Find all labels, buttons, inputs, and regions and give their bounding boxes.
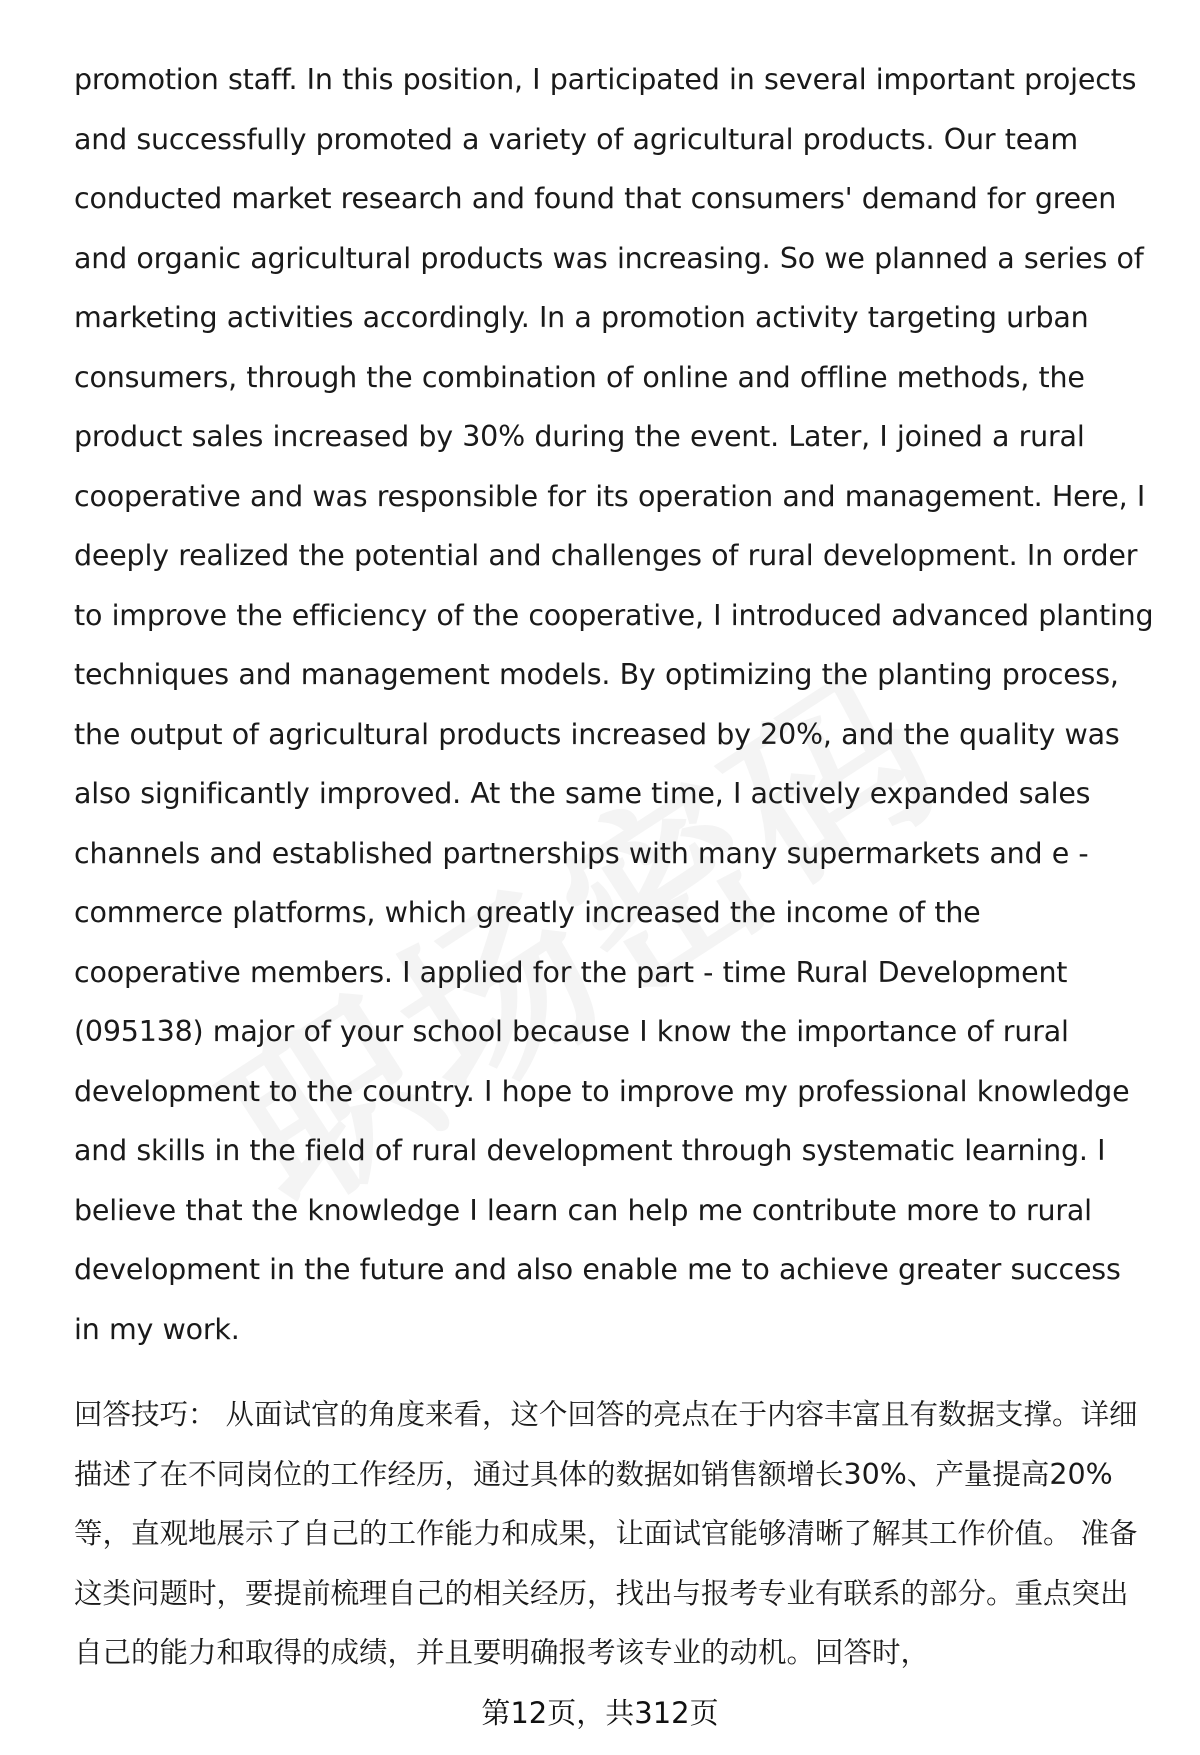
page-content — [74, 50, 1154, 1683]
page-number-footer: 第12页，共312页 — [481, 1696, 719, 1730]
answer-tips-paragraph: 回答技巧： 从面试官的角度来看，这个回答的亮点在于内容丰富且有数据支撑。详细描述了在不同岗位的工作经历，通过具体的数据如销售额增长30%、产量提高20%等，直观地展示了自己的工作能力和成果，让面试官能够清晰了解其工作价值。 准备这类问题时，要提前梳理自己的相关经历，找出与报考专业有联系的部分。重点突出自己的能力和取得的成绩，并且要明确报考该专业的动机。回答时， — [74, 1398, 1138, 1669]
answer-paragraph: promotion staff. In this position, I participated in several important projects and successfully promoted a variety of agricultural products. Our team conducted market research and found that consumers' demand for green and organic agricultural products was increasing. So we planned a series of marketing activities accordingly. In a promotion activity targeting urban consumers, through the combination of online and offline methods, the product sales increased by 30% during the event. Later, I joined a rural cooperative and was responsible for its operation and management. Here, I deeply realized the potential and challenges of rural development. In order to improve the efficiency of the cooperative, I introduced advanced planting techniques and management models. By optimizing the planting process, the output of agricultural products increased by 20%, and the quality was also significantly improved. At the same time, I actively expanded sales channels and established partnerships with many supermarkets and e - commerce platforms, which greatly increased the income of the cooperative members. I applied for the part - time Rural Development (095138) major of your school because I know the importance of rural development to the country. I hope to improve my professional knowledge and skills in the field of rural development through systematic learning. I believe that the knowledge I learn can help me contribute more to rural development in the future and also enable me to achieve greater success in my work. — [74, 63, 1154, 1346]
